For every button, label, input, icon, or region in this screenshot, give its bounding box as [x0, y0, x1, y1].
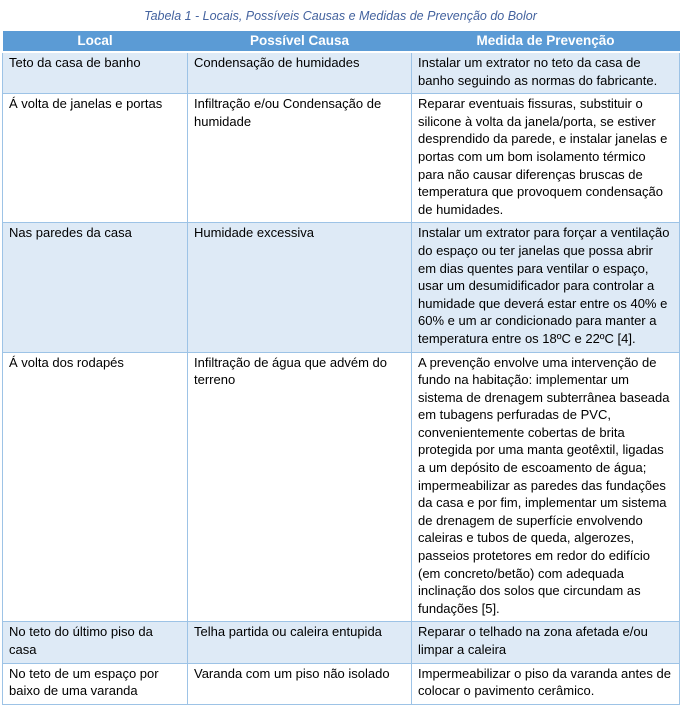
table-row — [3, 52, 680, 94]
table-caption: Tabela 1 - Locais, Possíveis Causas e Medidas de Prevenção do Bolor — [144, 9, 537, 23]
cell-local: Á volta de janelas e portas — [3, 94, 188, 223]
cell-medida: Impermeabilizar o piso da varanda antes de colocar o pavimento cerâmico. — [412, 663, 680, 704]
cell-causa: Infiltração de água que advém do terreno — [188, 352, 412, 622]
table-row — [3, 352, 680, 622]
table-row — [3, 223, 680, 352]
cell-medida: Reparar o telhado na zona afetada e/ou limpar a caleira — [412, 622, 680, 663]
column-header-local: Local — [3, 31, 188, 52]
cell-medida: Reparar eventuais fissuras, substituir o silicone à volta da janela/porta, se estiver desprendido da parede, e instalar janelas e portas com um bom isolamento térmico para não causar diferenças bruscas de temperatura que provoquem condensação de humidades. — [412, 94, 680, 223]
cell-causa: Telha partida ou caleira entupida — [188, 622, 412, 663]
column-header-causa: Possível Causa — [188, 31, 412, 52]
cell-medida: Instalar um extrator para forçar a ventilação do espaço ou ter janelas que possa abrir em dias quentes para ventilar o espaço, usar um desumidificador para controlar a humidade que deverá estar entre os 40% e 60% e um ar condicionado para manter a temperatura entre os 18ºC e 22ºC [4]. — [412, 223, 680, 352]
mold-prevention-table — [2, 31, 680, 705]
table-row — [3, 94, 680, 223]
cell-medida: A prevenção envolve uma intervenção de fundo na habitação: implementar um sistema de drenagem subterrânea baseada em tubagens perfuradas de PVC, convenientemente cobertas de brita protegida por uma manta geotêxtil, ligadas a um depósito de escoamento de água; impermeabilizar as paredes das fundações da casa e por fim, implementar um sistema de drenagem de superfície envolvendo caleiras e tubos de queda, algerozes, passeios protetores em redor do edifício (em concreto/betão) com adequada inclinação dos solos que circundam as fundações [5]. — [412, 352, 680, 622]
table-row — [3, 622, 680, 663]
cell-local: No teto do último piso da casa — [3, 622, 188, 663]
header-row — [3, 31, 680, 52]
cell-causa: Humidade excessiva — [188, 223, 412, 352]
cell-local: No teto de um espaço por baixo de uma varanda — [3, 663, 188, 704]
cell-local: Teto da casa de banho — [3, 52, 188, 94]
cell-causa: Condensação de humidades — [188, 52, 412, 94]
cell-local: Á volta dos rodapés — [3, 352, 188, 622]
cell-causa: Infiltração e/ou Condensação de humidade — [188, 94, 412, 223]
column-header-medida: Medida de Prevenção — [412, 31, 680, 52]
cell-local: Nas paredes da casa — [3, 223, 188, 352]
table-row — [3, 663, 680, 704]
cell-medida: Instalar um extrator no teto da casa de banho seguindo as normas do fabricante. — [412, 52, 680, 94]
cell-causa: Varanda com um piso não isolado — [188, 663, 412, 704]
